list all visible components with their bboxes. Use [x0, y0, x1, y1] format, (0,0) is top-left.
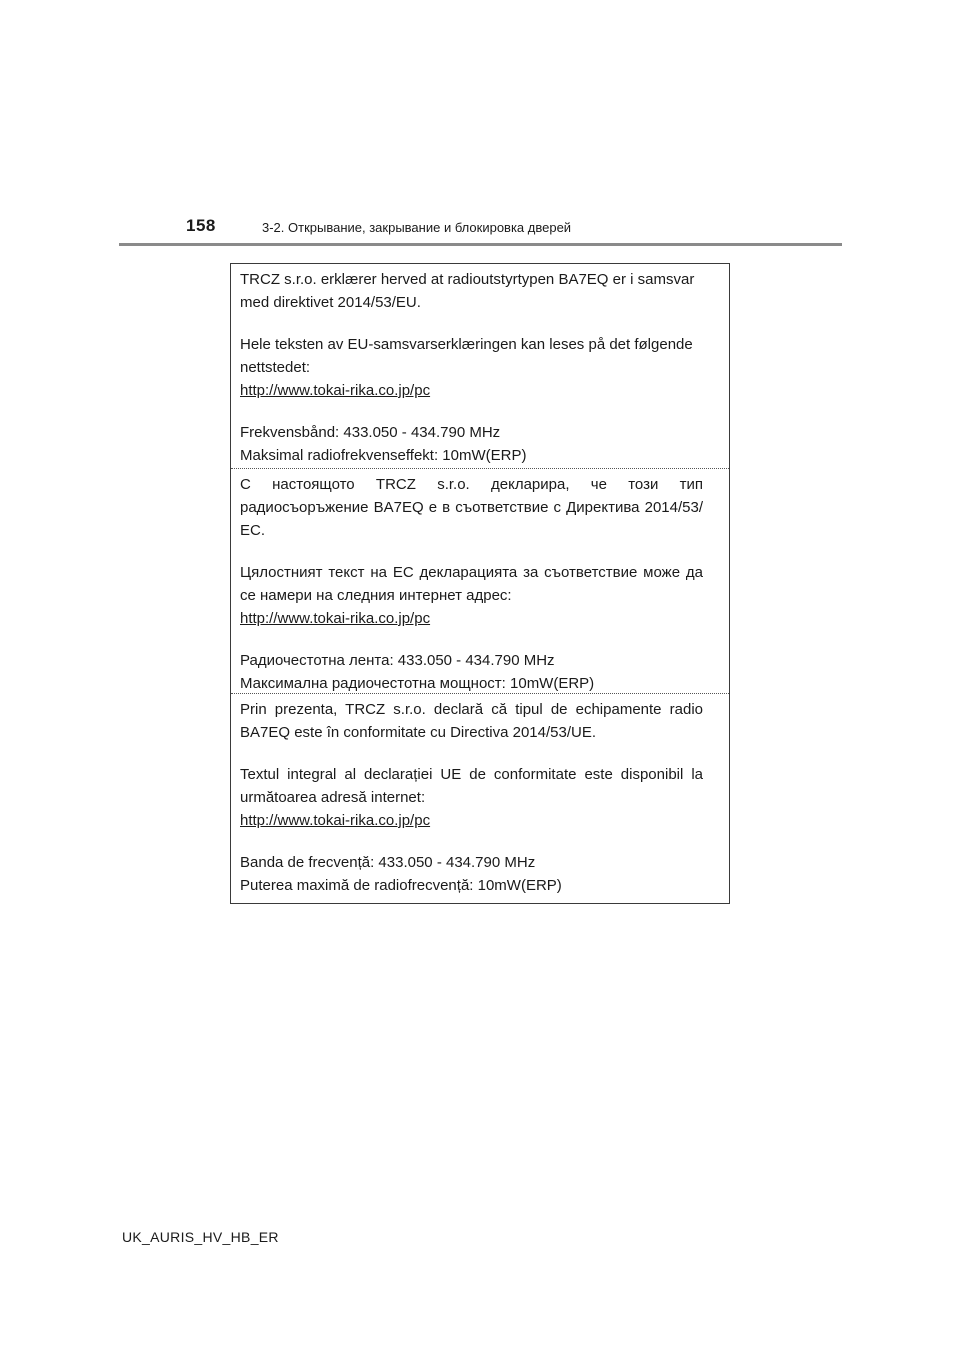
full-text-note: Цялостният текст на ЕС декларацията за съответствие може да се намери на следния интернет адрес:	[240, 564, 703, 604]
declaration-link[interactable]: http://www.tokai-rika.co.jp/pc	[240, 382, 431, 399]
frequency-band: Frekvensbånd: 433.050 - 434.790 MHz	[240, 424, 501, 441]
max-power: Максимална радиочестотна мощност: 10mW(ERP)	[240, 675, 595, 692]
frequency-band: Радиочестотна лента: 433.050 - 434.790 MHz	[240, 652, 555, 669]
declaration-link[interactable]: http://www.tokai-rika.co.jp/pc	[240, 610, 431, 627]
frequency-band: Banda de frecvență: 433.050 - 434.790 MHz	[240, 854, 536, 871]
declaration-text: TRCZ s.r.o. erklærer herved at radioutstyrtypen BA7EQ er i samsvar med direktivet 2014/53/EU.	[240, 271, 695, 311]
declaration-text: Prin prezenta, TRCZ s.r.o. declară că tipul de echipamente radio BA7EQ este în conformitate cu Directiva 2014/53/UE.	[240, 701, 703, 741]
full-text-note: Hele teksten av EU-samsvarserklæringen kan leses på det følgende nettstedet:	[240, 336, 693, 376]
header-rule	[119, 243, 842, 246]
declaration-link[interactable]: http://www.tokai-rika.co.jp/pc	[240, 812, 431, 829]
max-power: Puterea maximă de radiofrecvență: 10mW(ERP)	[240, 877, 562, 894]
section-title: 3-2. Открывание, закрывание и блокировка дверей	[262, 220, 572, 235]
max-power: Maksimal radiofrekvenseffekt: 10mW(ERP)	[240, 447, 527, 464]
section-divider	[231, 468, 729, 469]
conformity-declaration-box	[230, 263, 730, 904]
full-text-note: Textul integral al declarației UE de conformitate este disponibil la următoarea adresă internet:	[240, 766, 703, 806]
declaration-section-romanian	[231, 698, 729, 897]
section-divider	[231, 693, 729, 694]
declaration-section-norwegian	[231, 268, 729, 467]
page-number: 158	[186, 216, 216, 235]
declaration-text: С настоящото TRCZ s.r.o. декларира, че този тип радиосъоръжение BA7EQ е в съответствие с Директива 2014/53/ЕС.	[240, 476, 703, 539]
declaration-section-bulgarian	[231, 473, 729, 695]
document-code: UK_AURIS_HV_HB_ER	[122, 1229, 279, 1245]
